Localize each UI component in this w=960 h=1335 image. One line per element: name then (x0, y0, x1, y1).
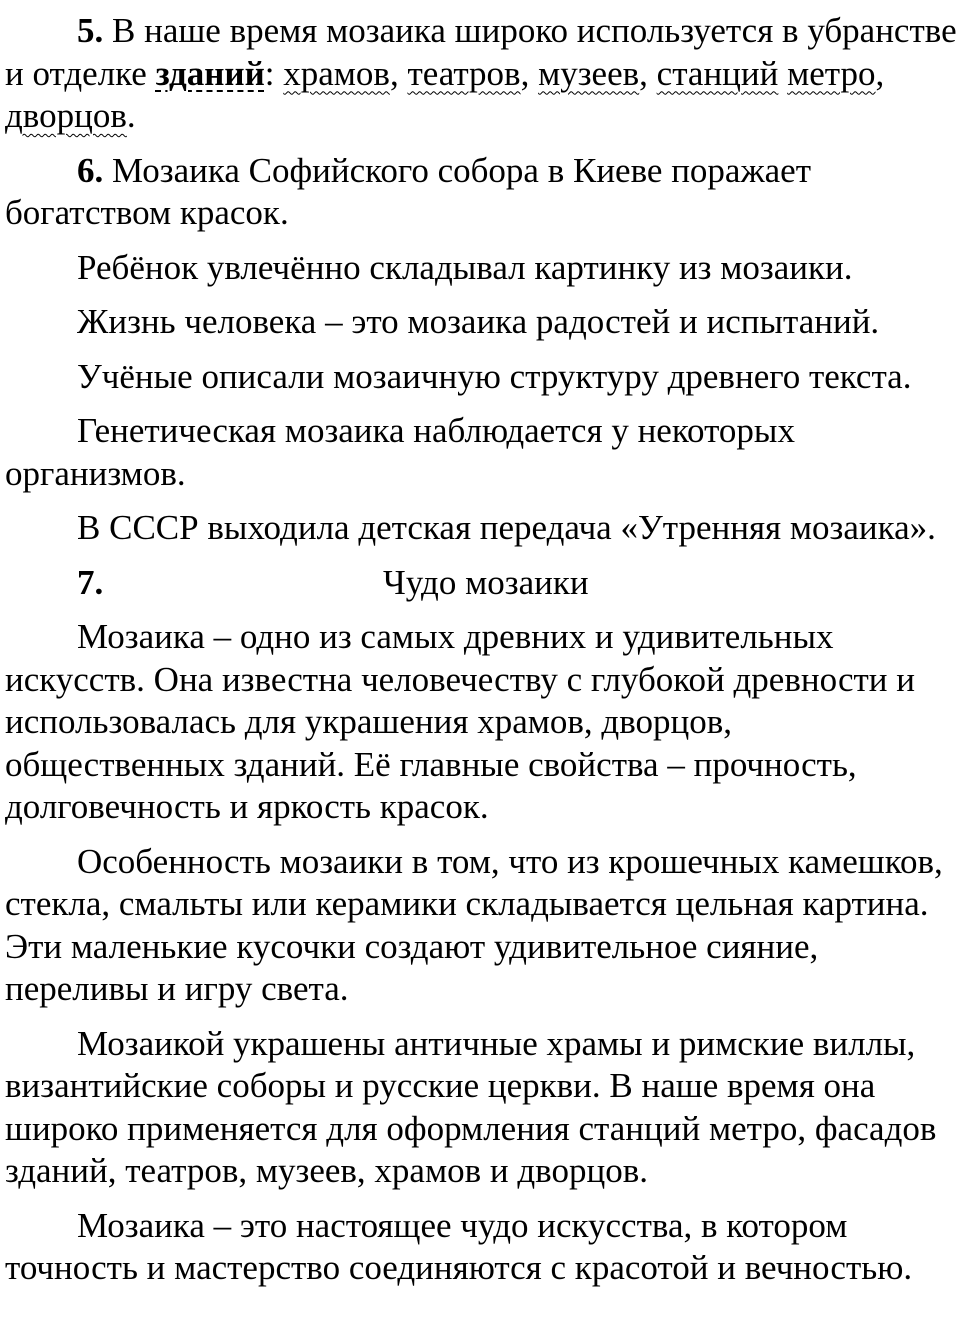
text-paragraph-3: Мозаикой украшены античные храмы и римские виллы, византийские соборы и русские церкви. В наше время она широко применяется для оформления станций метро, фасадов зданий, театров, музеев, храмов и дворцов. (5, 1023, 937, 1190)
text-paragraph-4: Мозаика – это настоящее чудо искусства, в котором точность и мастерство соединяются с красотой и вечностью. (5, 1205, 913, 1287)
homogeneous-item-5: метро (787, 53, 876, 93)
task-6-sentence-text: Мозаика Софийского собора в Киеве поражает богатством красок. (5, 150, 812, 232)
generalizing-word: зданий (155, 53, 265, 93)
task-5-intro: В наше время мозаика широко используется в убранстве и отделке (5, 11, 957, 93)
task-6-sentence-3: Жизнь человека – это мозаика радостей и испытаний. (77, 302, 880, 341)
homogeneous-item-3: музеев (538, 53, 640, 93)
task-6-number: 6. (77, 150, 104, 190)
document-page (5, 10, 960, 1302)
separator: , (875, 53, 885, 93)
homogeneous-item-2: театров (407, 53, 521, 93)
homogeneous-item-1: храмов (283, 53, 390, 93)
task-5-number: 5. (77, 11, 104, 50)
text-paragraph-1: Мозаика – одно из самых древних и удивительных искусств. Она известна человечеству с глубокой древности и использовалась для украшения храмов, дворцов, общественных зданий. Её главные свойства – прочность, долговечность и яркость красок. (5, 617, 915, 826)
task-6-sentence-2: Ребёнок увлечённо складывал картинку из мозаики. (77, 247, 853, 287)
task-5-paragraph (5, 10, 960, 138)
task-6-sentence-4: Учёные описали мозаичную структуру древнего текста. (77, 356, 912, 396)
text-title: Чудо мозаики (383, 562, 589, 602)
text-paragraph-2: Особенность мозаики в том, что из крошечных камешков, стекла, смальты или керамики складывается цельная картина. Эти маленькие кусочки создают удивительное сияние, переливы и игру света. (5, 841, 943, 1008)
task-7-number: 7. (77, 562, 104, 602)
separator: , (389, 53, 408, 93)
homogeneous-item-6: дворцов (5, 96, 127, 135)
task-7-heading (5, 562, 960, 605)
separator (778, 54, 787, 93)
separator: , (520, 53, 539, 93)
task-6-sentence-6: В СССР выходила детская передача «Утренняя мозаика». (77, 508, 936, 547)
task-6-sentence-1 (5, 150, 960, 235)
sentence-end: . (126, 96, 136, 135)
colon: : (264, 53, 284, 93)
separator: , (639, 53, 657, 93)
task-6-sentence-5: Генетическая мозаика наблюдается у некоторых организмов. (5, 411, 795, 493)
homogeneous-item-4: станций (656, 53, 779, 93)
